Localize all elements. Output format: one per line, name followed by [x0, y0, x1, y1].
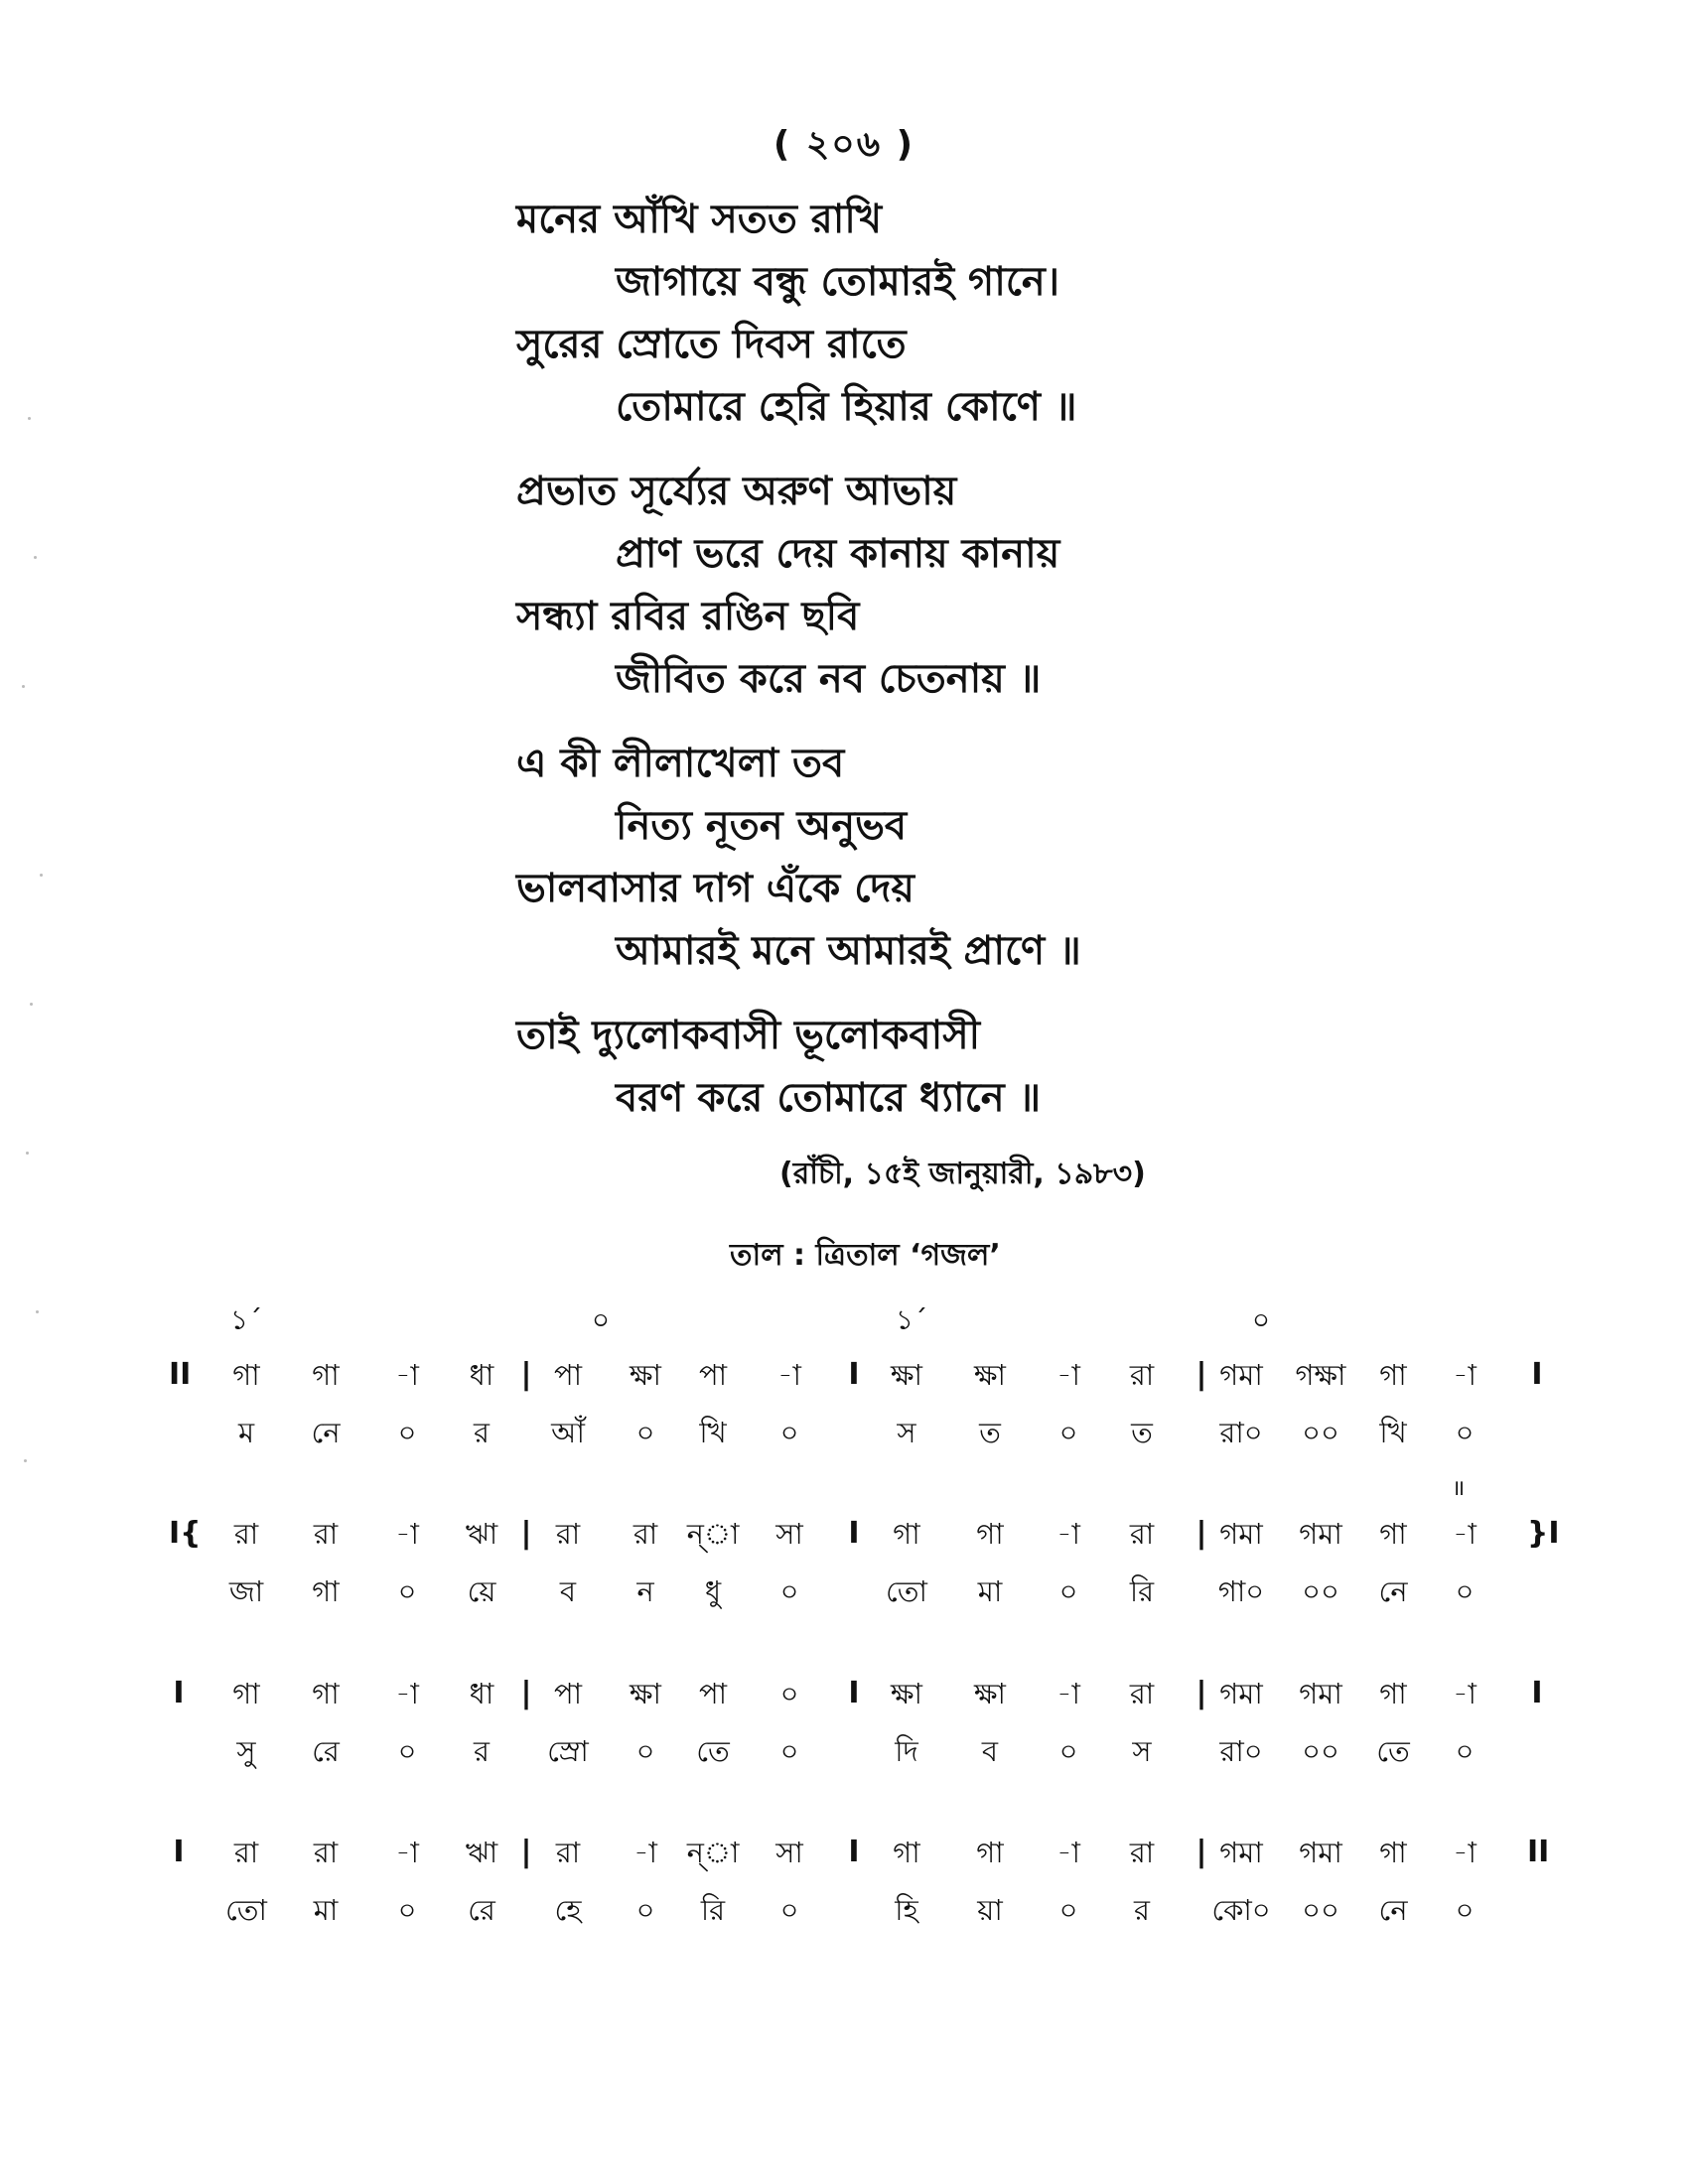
- scan-speck: [22, 685, 25, 688]
- lyric-syllable: ০: [397, 1734, 417, 1768]
- lyric-syllable: র: [1134, 1893, 1150, 1927]
- swara-note: ধা: [469, 1358, 494, 1392]
- lyric-line: জীবিত করে নব চেতনায় ॥: [616, 656, 1042, 702]
- swara-note: -া: [395, 1358, 419, 1392]
- lyric-syllable: ০: [635, 1893, 655, 1927]
- lyric-syllable: ব: [559, 1574, 577, 1608]
- lyric-syllable: রে: [312, 1734, 340, 1768]
- scan-speck: [24, 1459, 27, 1462]
- lyric-syllable: ০: [1455, 1734, 1475, 1768]
- row-close-barline: II: [1527, 1835, 1550, 1869]
- swara-note: -া: [1056, 1517, 1080, 1551]
- swara-note: -া: [777, 1358, 801, 1392]
- lyric-syllable: তে: [696, 1734, 730, 1768]
- lyric-line: এ কী লীলাখেলা তব: [516, 741, 845, 786]
- lyric-line: ভালবাসার দাগ এঁকে দেয়: [516, 866, 914, 911]
- lyric-syllable: কো০: [1211, 1893, 1271, 1927]
- swara-note: গা: [893, 1836, 920, 1869]
- lyric-syllable: ০: [1058, 1893, 1078, 1927]
- swara-note: ক্ষা: [630, 1677, 661, 1710]
- swara-note: -া: [1453, 1836, 1477, 1869]
- swara-note: -া: [1056, 1836, 1080, 1869]
- lyric-syllable: ০: [1455, 1893, 1475, 1927]
- lyric-syllable: র: [474, 1734, 490, 1768]
- row-open-barline: I: [173, 1676, 185, 1710]
- lyric-syllable: তে: [1376, 1734, 1410, 1768]
- barline: |: [1196, 1676, 1207, 1710]
- talibhag-mark: ১´: [229, 1303, 263, 1336]
- swara-note: ক্ষা: [974, 1358, 1006, 1392]
- row-open-barline: I: [173, 1835, 185, 1869]
- barline: I: [848, 1357, 860, 1392]
- lyric-syllable: তো: [225, 1893, 267, 1927]
- lyric-line: তোমারে হেরি হিয়ার কোণে ॥: [616, 384, 1077, 430]
- lyric-syllable: হি: [895, 1893, 918, 1927]
- barline: |: [520, 1835, 532, 1869]
- lyric-syllable: ০০: [1302, 1416, 1339, 1449]
- swara-note: ন্া: [686, 1517, 740, 1551]
- row-open-barline: II: [169, 1357, 192, 1392]
- lyric-line: জাগায়ে বন্ধু তোমারই গানে।: [616, 259, 1060, 305]
- lyric-syllable: মা: [977, 1574, 1003, 1608]
- lyric-syllable: ০০: [1302, 1734, 1339, 1768]
- swara-note: ক্ষা: [891, 1358, 922, 1392]
- lyric-syllable: তো: [886, 1574, 927, 1608]
- lyric-line: মনের আঁখি সতত রাখি: [516, 197, 883, 242]
- lyric-syllable: আঁ: [551, 1416, 585, 1449]
- lyric-syllable: ০: [779, 1574, 799, 1608]
- swara-note: -া: [633, 1836, 657, 1869]
- barline: I: [848, 1835, 860, 1869]
- swara-note: গা: [976, 1836, 1004, 1869]
- swara-note: পা: [698, 1677, 728, 1710]
- lyric-syllable: ০: [1058, 1574, 1078, 1608]
- scan-speck: [34, 556, 37, 559]
- swara-note: রা: [1129, 1677, 1155, 1710]
- scan-speck: [40, 874, 43, 877]
- swara-note: গা: [1379, 1836, 1407, 1869]
- lyric-syllable: ০: [635, 1416, 655, 1449]
- lyric-syllable: নে: [1378, 1574, 1408, 1608]
- barline: |: [520, 1516, 532, 1551]
- swara-note: -া: [1056, 1677, 1080, 1710]
- swara-note: গক্ষা: [1295, 1358, 1346, 1392]
- swara-note: গমা: [1219, 1836, 1263, 1869]
- swara-note: -া: [395, 1677, 419, 1710]
- barline: |: [520, 1676, 532, 1710]
- swara-note: ঋা: [465, 1517, 498, 1551]
- lyric-syllable: গা: [312, 1574, 340, 1608]
- lyric-syllable: গা০: [1217, 1574, 1265, 1608]
- swara-note: রা: [233, 1517, 259, 1551]
- swara-note: রা: [233, 1836, 259, 1869]
- swara-note: গা: [976, 1517, 1004, 1551]
- lyric-syllable: ০: [779, 1893, 799, 1927]
- swara-note: ক্ষা: [974, 1677, 1006, 1710]
- lyric-syllable: রি: [1129, 1574, 1155, 1608]
- swara-note: গা: [312, 1677, 340, 1710]
- scan-speck: [30, 1003, 33, 1006]
- stanza: [516, 189, 1509, 439]
- swara-note: -া: [1056, 1358, 1080, 1392]
- swara-note: সা: [775, 1517, 803, 1551]
- talibhag-mark: ০: [1251, 1303, 1271, 1336]
- lyric-syllable: ব: [981, 1734, 999, 1768]
- lyric-syllable: হে: [554, 1893, 582, 1927]
- lyric-syllable: ০: [1455, 1574, 1475, 1608]
- lyric-syllable: য়া: [977, 1893, 1003, 1927]
- swara-note: গা: [312, 1358, 340, 1392]
- swara-note: ধা: [469, 1677, 494, 1710]
- lyric-syllable: স: [897, 1416, 916, 1449]
- swara-note: গা: [1379, 1517, 1407, 1551]
- row-close-barline: I: [1531, 1357, 1543, 1392]
- swara-note: ন্া: [686, 1836, 740, 1869]
- swara-note: রা: [1129, 1517, 1155, 1551]
- swara-note: -া: [1453, 1517, 1477, 1551]
- lyric-syllable: ম: [237, 1416, 255, 1449]
- lyric-line: আমারই মনে আমারই প্রাণে ॥: [616, 928, 1081, 974]
- swara-note: গা: [232, 1677, 260, 1710]
- stanza: [516, 1005, 1509, 1130]
- lyric-syllable: রি: [700, 1893, 726, 1927]
- row-close-barline: I: [1531, 1676, 1543, 1710]
- lyric-syllable: রা০: [1219, 1416, 1263, 1449]
- swara-note: সা: [775, 1836, 803, 1869]
- swara-note: রা: [1129, 1358, 1155, 1392]
- swara-note: -া: [1453, 1358, 1477, 1392]
- lyric-line: সন্ধ্যা রবির রঙিন ছবি: [516, 594, 860, 639]
- lyric-syllable: ০: [635, 1734, 655, 1768]
- taal-line: তাল : ত্রিতাল ‘গজল’: [730, 1238, 1001, 1273]
- lyric-line: তাই দ্যুলোকবাসী ভূলোকবাসী: [516, 1013, 981, 1058]
- lyric-syllable: ত: [1131, 1416, 1153, 1449]
- lyric-syllable: খি: [1379, 1416, 1407, 1449]
- lyric-syllable: জা: [228, 1574, 264, 1608]
- swara-note: পা: [553, 1358, 583, 1392]
- scan-speck: [36, 1310, 39, 1313]
- swara-note: রা: [1129, 1836, 1155, 1869]
- barline: |: [1196, 1516, 1207, 1551]
- lyric-line: বরণ করে তোমারে ধ্যানে ॥: [616, 1075, 1042, 1121]
- swara-note: রা: [555, 1836, 581, 1869]
- lyric-syllable: মা: [313, 1893, 339, 1927]
- swara-note: পা: [698, 1358, 728, 1392]
- swara-note: গমা: [1219, 1677, 1263, 1710]
- scan-speck: [28, 417, 31, 420]
- lyric-syllable: ০০: [1302, 1574, 1339, 1608]
- lyric-syllable: ০: [1455, 1416, 1475, 1449]
- barline: I: [848, 1676, 860, 1710]
- lyric-syllable: ০: [397, 1416, 417, 1449]
- row-open-barline: I{: [169, 1516, 202, 1551]
- swara-note: গমা: [1219, 1358, 1263, 1392]
- swara-note: ক্ষা: [630, 1358, 661, 1392]
- lyric-syllable: রে: [468, 1893, 495, 1927]
- lyric-syllable: নে: [1378, 1893, 1408, 1927]
- swara-note: গমা: [1299, 1836, 1342, 1869]
- swara-note: রা: [555, 1517, 581, 1551]
- swara-note: রা: [313, 1517, 339, 1551]
- swara-note: গা: [232, 1358, 260, 1392]
- talibhag-mark: ১´: [895, 1303, 928, 1336]
- swara-note: গমা: [1299, 1517, 1342, 1551]
- swara-note: গমা: [1219, 1517, 1263, 1551]
- date-line: (রাঁচী, ১৫ই জানুয়ারী, ১৯৮৩): [779, 1157, 1146, 1191]
- scan-speck: [26, 1152, 29, 1155]
- section-mark: ॥: [1452, 1476, 1466, 1501]
- lyric-syllable: দি: [895, 1734, 918, 1768]
- row-close-barline: }I: [1527, 1516, 1560, 1551]
- lyric-line: প্রাণ ভরে দেয় কানায় কানায়: [616, 531, 1060, 577]
- lyric-syllable: র: [474, 1416, 490, 1449]
- lyric-line: প্রভাত সূর্য্যের অরুণ আভায়: [516, 469, 957, 514]
- swara-note: গা: [1379, 1677, 1407, 1710]
- lyric-syllable: ০: [1058, 1734, 1078, 1768]
- lyric-syllable: রা০: [1219, 1734, 1263, 1768]
- lyric-syllable: ন: [636, 1574, 654, 1608]
- barline: I: [848, 1516, 860, 1551]
- lyric-syllable: সু: [236, 1734, 256, 1768]
- stanza: [516, 461, 1509, 711]
- barline: |: [1196, 1357, 1207, 1392]
- swara-note: -া: [395, 1517, 419, 1551]
- swara-note: গা: [893, 1517, 920, 1551]
- lyric-syllable: ০: [779, 1416, 799, 1449]
- swara-note: রা: [633, 1517, 658, 1551]
- swara-note: -া: [1453, 1677, 1477, 1710]
- lyric-syllable: ত: [979, 1416, 1001, 1449]
- lyric-syllable: ০: [779, 1734, 799, 1768]
- lyric-syllable: ০: [1058, 1416, 1078, 1449]
- swara-note: ক্ষা: [891, 1677, 922, 1710]
- swara-note: গমা: [1299, 1677, 1342, 1710]
- lyric-line: নিত্য নূতন অনুভব: [616, 803, 908, 849]
- swara-note: পা: [553, 1677, 583, 1710]
- barline: |: [520, 1357, 532, 1392]
- lyric-syllable: খি: [699, 1416, 727, 1449]
- barline: |: [1196, 1835, 1207, 1869]
- lyrics: [516, 189, 1509, 1152]
- lyric-syllable: স্রো: [547, 1734, 589, 1768]
- lyric-syllable: ০: [397, 1574, 417, 1608]
- talibhag-mark: ০: [591, 1303, 611, 1336]
- lyric-syllable: ধু: [704, 1574, 722, 1608]
- swara-note: গা: [1379, 1358, 1407, 1392]
- lyric-line: সুরের স্রোতে দিবস রাতে: [516, 322, 907, 367]
- swara-note: ঋা: [465, 1836, 498, 1869]
- lyric-syllable: ০০: [1302, 1893, 1339, 1927]
- stanza: [516, 733, 1509, 983]
- swara-note: ০: [779, 1677, 799, 1710]
- lyric-syllable: নে: [311, 1416, 341, 1449]
- lyric-syllable: ০: [397, 1893, 417, 1927]
- swara-note: রা: [313, 1836, 339, 1869]
- page-number: ( ২০৬ ): [773, 124, 915, 165]
- lyric-syllable: য়ে: [467, 1574, 496, 1608]
- swara-note: -া: [395, 1836, 419, 1869]
- lyric-syllable: স: [1132, 1734, 1152, 1768]
